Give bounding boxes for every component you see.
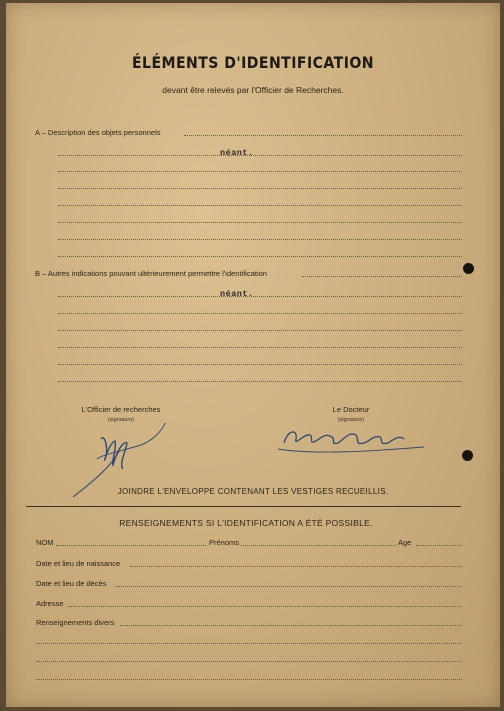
- form-sheet: [6, 3, 500, 707]
- section-a-line-3: [58, 171, 462, 172]
- section-b-line-7: [58, 381, 462, 382]
- age-line: [416, 545, 462, 546]
- section-b-line-3: [58, 313, 462, 314]
- naissance-line: [130, 566, 462, 567]
- instruction-text: JOINDRE L'ENVELOPPE CONTENANT LES VESTIGES RECUEILLIS.: [117, 487, 389, 496]
- section-a-line-2: [58, 155, 462, 156]
- deces-line: [116, 586, 462, 587]
- adresse-line: [68, 606, 462, 607]
- prenoms-line: [241, 545, 396, 546]
- section-divider: [26, 506, 461, 507]
- section-b-line-6: [58, 364, 462, 365]
- section-a-line-8: [58, 256, 462, 257]
- deces-label: Date et lieu de décès: [36, 579, 107, 588]
- doctor-signature: [274, 421, 434, 461]
- section-a-line-1: [184, 135, 462, 136]
- age-label: Age: [398, 538, 412, 547]
- naissance-label: Date et lieu de naissance: [36, 559, 121, 568]
- section-b-line-1: [302, 276, 462, 277]
- divers-line-1: [120, 625, 462, 626]
- adresse-label: Adresse: [36, 599, 64, 608]
- doctor-title: Le Docteur: [332, 405, 370, 414]
- section-b-line-2: [58, 296, 462, 297]
- divers-line-3: [36, 661, 462, 662]
- section-b-typed-value: néant.: [220, 289, 254, 299]
- section-a-line-4: [58, 188, 462, 189]
- punch-hole-top: [463, 263, 474, 274]
- section-a-line-5: [58, 205, 462, 206]
- officer-title: L'Officier de recherches: [81, 405, 161, 414]
- section-b-line-4: [58, 330, 462, 331]
- divers-label: Renseignements divers: [36, 618, 115, 627]
- section-a-line-6: [58, 222, 462, 223]
- section-a-line-7: [58, 239, 462, 240]
- doctor-signature-caption: (signature): [337, 417, 365, 423]
- officer-signature-caption: (signature): [107, 417, 135, 423]
- punch-hole-bottom: [462, 450, 473, 461]
- prenoms-label: Prénoms: [209, 538, 240, 547]
- divers-line-4: [36, 679, 462, 680]
- form-title: ÉLÉMENTS D'IDENTIFICATION: [131, 53, 375, 72]
- section-b-line-5: [58, 347, 462, 348]
- form-subtitle: devant être relevés par l'Officier de Recherches.: [162, 85, 344, 95]
- divers-line-2: [36, 643, 462, 644]
- nom-line: [56, 545, 206, 546]
- identification-heading: RENSEIGNEMENTS SI L'IDENTIFICATION A ÉTÉ POSSIBLE.: [119, 518, 373, 528]
- section-b-label: B – Autres indications pouvant ultérieurement permettre l'identification: [35, 269, 267, 278]
- section-a-label: A – Description des objets personnels: [35, 128, 161, 137]
- nom-label: NOM: [36, 538, 54, 547]
- section-a-typed-value: néant.: [220, 148, 254, 158]
